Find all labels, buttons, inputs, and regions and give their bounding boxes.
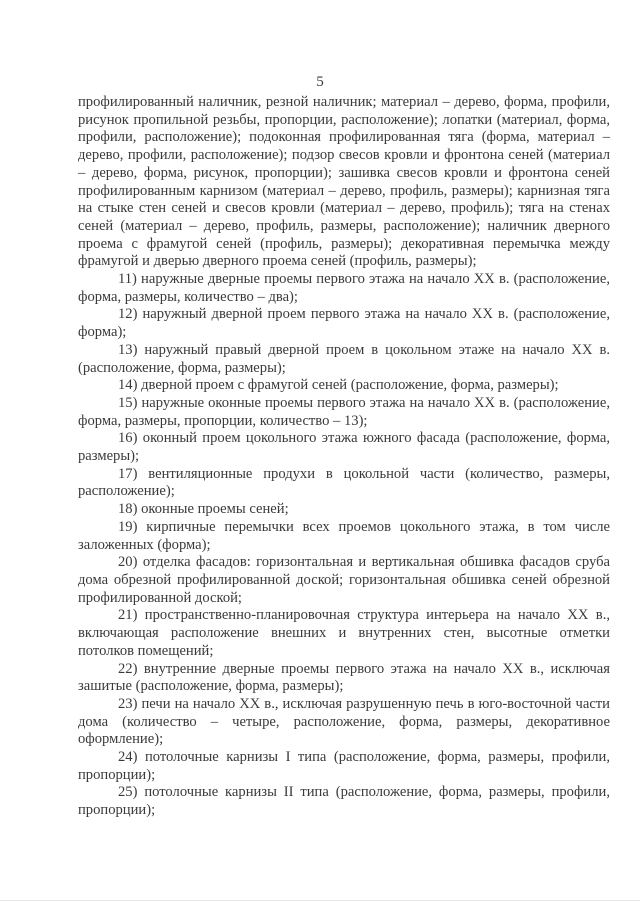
continuation-paragraph: профилированный наличник, резной наличник; материал – дерево, форма, профили, рисунок пропильной резьбы, пропорции, расположение); лопатки (материал, форма, профили, расположение); подоконная профилированная тяга (форма, материал – дерево, профили, расположение); подзор свесов кровли и фронтона сеней (материал – дерево, форма, рисунок, пропорции); зашивка свесов кровли и фронтона сеней профилированным карнизом (материал – дерево, профиль, размеры); карнизная тяга на стыке стен сеней и свесов кровли (материал – дерево, профиль); тяга на стенах сеней (материал – дерево, профиль, размеры, расположение); наличник дверного проема с фрамугой сеней (профиль, размеры); декоративная перемычка между фрамугой и дверью дверного проема сеней (профиль, размеры); xyxy=(78,94,610,270)
page-number: 5 xyxy=(316,74,324,90)
list-item-25: 25) потолочные карнизы II типа (расположение, форма, размеры, профили, пропорции); xyxy=(78,784,610,819)
list-item-23: 23) печи на начало ХХ в., исключая разрушенную печь в юго-восточной части дома (количество – четыре, расположение, форма, размеры, декоративное оформление); xyxy=(78,695,610,748)
list-item-24: 24) потолочные карнизы I типа (расположение, форма, размеры, профили, пропорции); xyxy=(78,749,610,783)
page-body xyxy=(78,94,610,820)
list-item-20: 20) отделка фасадов: горизонтальная и вертикальная обшивка фасадов сруба дома обрезной профилированной доской; горизонтальная обшивка сеней обрезной профилированной доской; xyxy=(78,554,610,606)
list-item-15: 15) наружные оконные проемы первого этажа на начало ХХ в. (расположение, форма, размеры, пропорции, количество – 13); xyxy=(78,394,610,429)
list-item-17: 17) вентиляционные продухи в цокольной части (количество, размеры, расположение); xyxy=(78,465,610,500)
page-bottom-edge xyxy=(0,900,640,901)
list-item-14: 14) дверной проем с фрамугой сеней (расположение, форма, размеры); xyxy=(118,377,559,394)
list-item-12: 12) наружный дверной проем первого этажа на начало ХХ в. (расположение, форма); xyxy=(78,306,610,341)
list-item-13: 13) наружный правый дверной проем в цокольном этаже на начало ХХ в. (расположение, форма, размеры); xyxy=(78,341,610,376)
list-item-16: 16) оконный проем цокольного этажа южного фасада (расположение, форма, размеры); xyxy=(78,430,610,465)
list-item-19: 19) кирпичные перемычки всех проемов цокольного этажа, в том числе заложенных (форма); xyxy=(78,518,610,553)
list-item-21: 21) пространственно-планировочная структура интерьера на начало ХХ в., включающая расположение внешних и внутренних стен, высотные отметки потолков помещений; xyxy=(78,607,610,659)
list-item-22: 22) внутренние дверные проемы первого этажа на начало ХХ в., исключая зашитые (расположение, форма, размеры); xyxy=(78,660,610,695)
list-item-11: 11) наружные дверные проемы первого этажа на начало ХХ в. (расположение, форма, размеры, количество – два); xyxy=(78,271,610,305)
list-item-18: 18) оконные проемы сеней; xyxy=(118,501,289,518)
